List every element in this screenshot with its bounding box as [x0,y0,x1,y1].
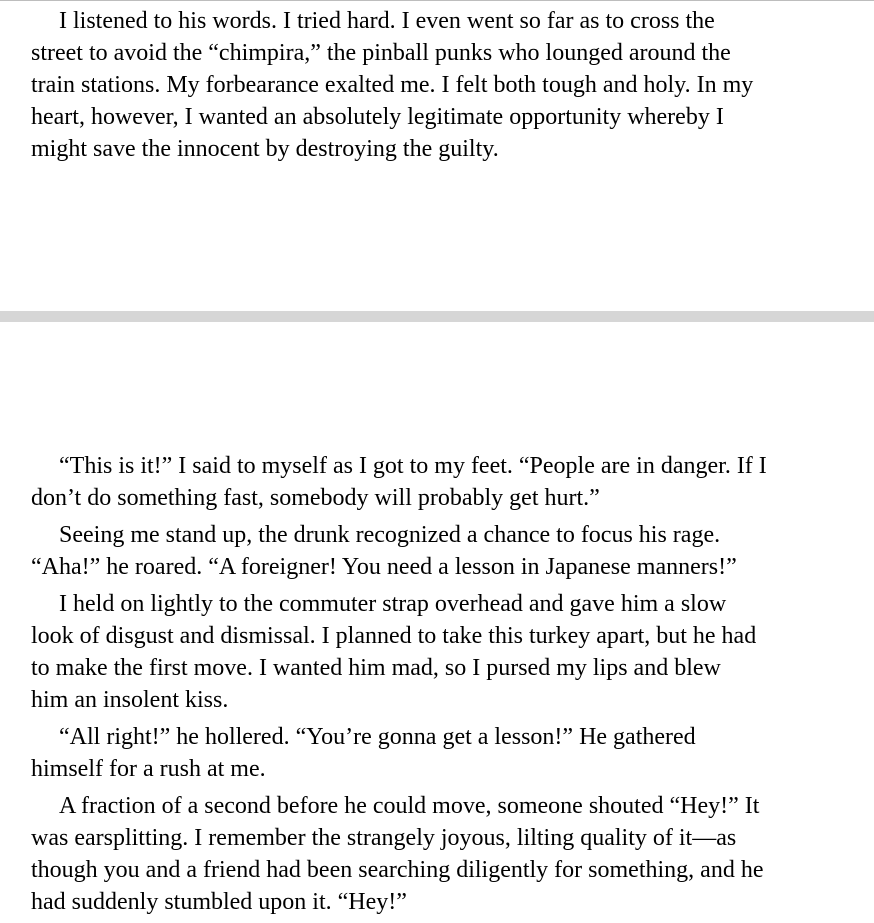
paragraph: I held on lightly to the commuter strap overhead and gave him a slow look of disgust and dismissal. I planned to take this turkey apart, but he had to make the first move. I wanted him mad, so I pursed my lips and blew him an insolent kiss. [31,591,757,713]
paragraph: Seeing me stand up, the drunk recognized a chance to focus his rage. “Aha!” he roared. “A foreigner! You need a lesson in Japanese manners!” [31,522,737,580]
document-page-2 [0,322,874,915]
paragraph: “This is it!” I said to myself as I got to my feet. “People are in danger. If I don’t do something fast, somebody will probably get hurt.” [31,453,767,511]
paragraph: A fraction of a second before he could move, someone shouted “Hey!” It was earsplitting. I remember the strangely joyous, lilting quality of it—as though you and a friend had been searching diligently for something, and he had suddenly stumbled upon it. “Hey!” [31,793,764,915]
page-1-text [31,5,851,170]
paragraph: “All right!” he hollered. “You’re gonna get a lesson!” He gathered himself for a rush at me. [31,724,696,782]
document-page-1 [0,0,874,311]
page-2-text [31,450,851,923]
paragraph: I listened to his words. I tried hard. I even went so far as to cross the street to avoid the “chimpira,” the pinball punks who lounged around the train stations. My forbearance exalted me. I felt both tough and holy. In my heart, however, I wanted an absolutely legitimate opportunity whereby I might save the innocent by destroying the guilty. [31,8,754,162]
page-separator [0,311,874,322]
